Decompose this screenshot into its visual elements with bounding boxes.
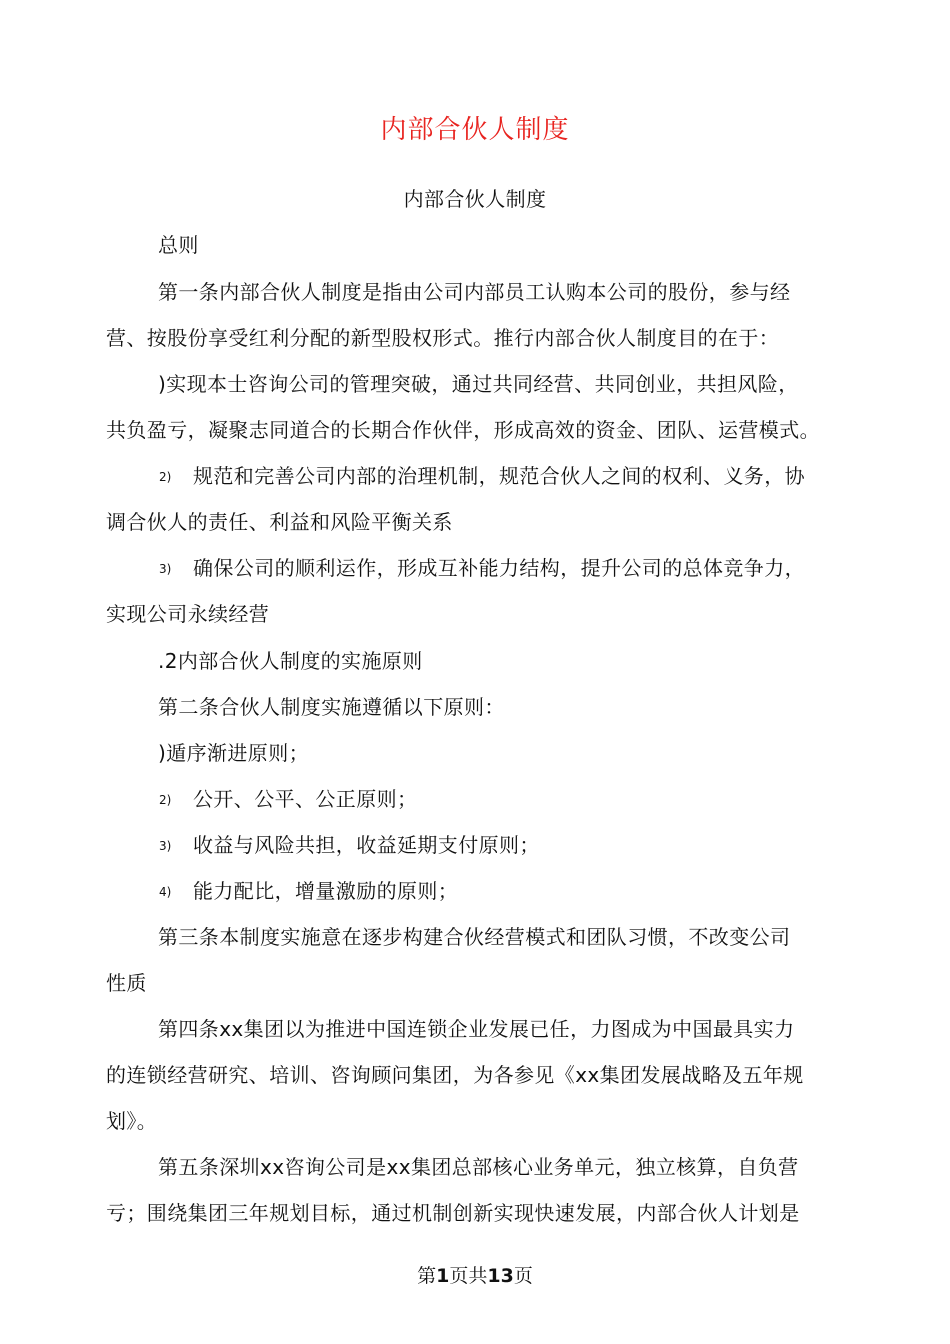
paragraph-line: 营、按股份享受红利分配的新型股权形式。推行内部合伙人制度目的在于： [106,326,780,350]
footer-page-number: 1 [436,1265,450,1287]
footer-total-pages: 13 [487,1265,514,1287]
paragraph-line: 亏；围绕集团三年规划目标，通过机制创新实现快速发展，内部合伙人计划是 [106,1201,800,1225]
footer-prefix: 第 [417,1265,437,1287]
document-subtitle: 内部合伙人制度 [403,187,547,211]
section-heading-general: 总则 [158,233,199,257]
paragraph-line: 性质 [106,971,147,995]
paragraph-line: 共负盈亏，凝聚志同道合的长期合作伙伴，形成高效的资金、团队、运营模式。 [106,418,820,442]
paragraph-line: 第三条本制度实施意在逐步构建合伙经营模式和团队习惯，不改变公司 [158,925,791,949]
paragraph-line: 第四条xx集团以为推进中国连锁企业发展已任，力图成为中国最具实力 [158,1017,795,1041]
list-number: 3) [159,562,172,576]
list-number: 3) [159,839,172,853]
footer-middle: 页共 [449,1265,488,1287]
paragraph-line: )实现本士咨询公司的管理突破，通过共同经营、共同创业，共担风险， [158,372,799,396]
list-number: 2) [159,470,172,484]
document-title: 内部合伙人制度 [380,115,570,145]
list-item: 能力配比，增量激励的原则； [193,879,459,903]
list-item: )遁序渐进原则； [158,741,310,765]
paragraph-line: 第二条合伙人制度实施遵循以下原则： [158,695,505,719]
paragraph-line: 规范和完善公司内部的治理机制，规范合伙人之间的权利、义务，协 [193,464,805,488]
paragraph-line: 划》。 [106,1109,158,1133]
list-item: 公开、公平、公正原则； [193,787,418,811]
footer-suffix: 页 [513,1265,533,1287]
paragraph-line: 第五条深圳xx咨询公司是xx集团总部核心业务单元，独立核算，自负营 [158,1155,799,1179]
paragraph-line: 的连锁经营研究、培训、咨询顾问集团，为各参见《xx集团发展战略及五年规 [106,1063,804,1087]
section-heading: .2内部合伙人制度的实施原则 [158,649,423,673]
paragraph-line: 调合伙人的责任、利益和风险平衡关系 [106,510,453,534]
paragraph-line: 第一条内部合伙人制度是指由公司内部员工认购本公司的股份，参与经 [158,280,791,304]
list-number: 2) [159,793,172,807]
list-number: 4) [159,885,172,899]
paragraph-line: 实现公司永续经营 [106,602,270,626]
paragraph-line: 确保公司的顺利运作，形成互补能力结构，提升公司的总体竞争力， [193,556,805,580]
list-item: 收益与风险共担，收益延期支付原则； [193,833,540,857]
page-footer [0,1262,950,1290]
